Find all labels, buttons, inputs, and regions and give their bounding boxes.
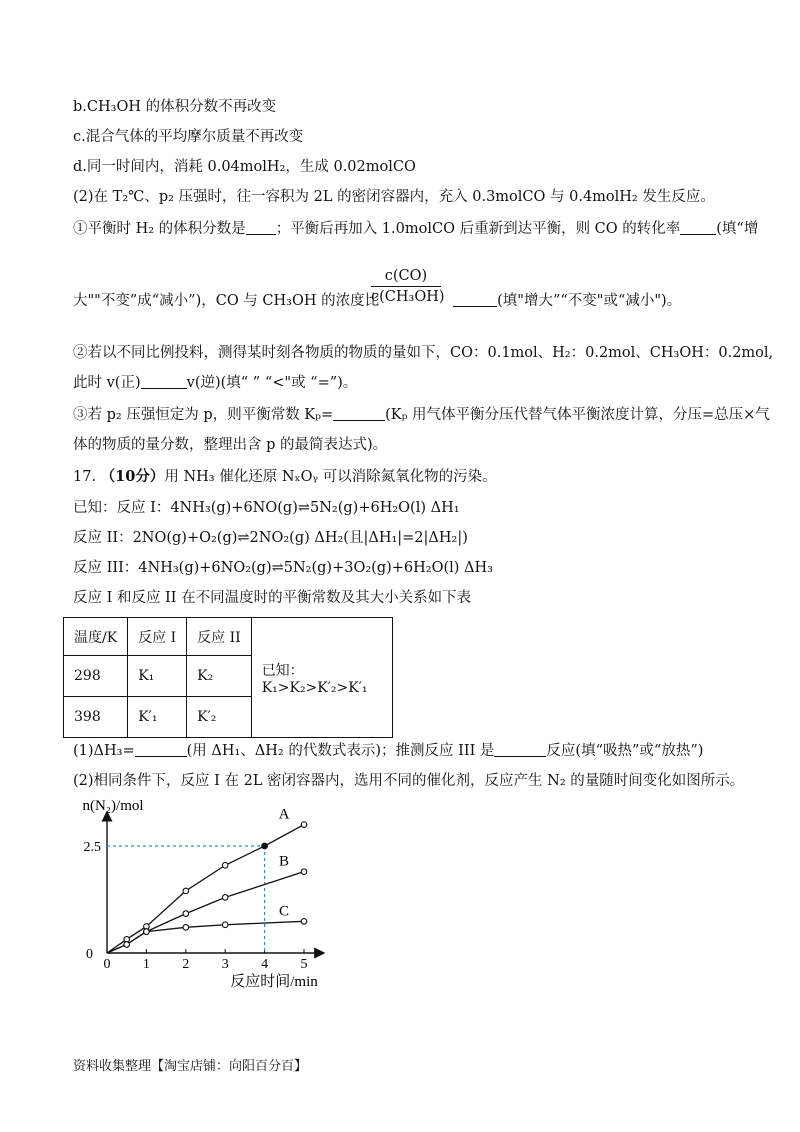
question-2-stem: (2)在 T₂℃、p₂ 压强时，往一容积为 2L 的密闭容器内，充入 0.3molCO 与 0.4molH₂ 发生反应。: [73, 189, 715, 205]
reaction-1: 已知：反应 I：4NH₃(g)+6NO(g)⇌5N₂(g)+6H₂O(l) ΔH₁: [73, 500, 460, 516]
table-cell: K₂: [187, 656, 252, 697]
series-label-C: C: [278, 903, 290, 920]
chart-axes: [107, 816, 320, 953]
answer-blank[interactable]: [494, 742, 546, 757]
x-tick-label: 4: [261, 957, 269, 972]
question-number: 17.: [73, 469, 97, 485]
text: 反应(填“吸热”或“放热”): [546, 743, 704, 759]
data-point: [183, 925, 189, 931]
answer-blank[interactable]: [680, 220, 716, 235]
text: ③若 p₂ 压强恒定为 p，则平衡常数 Kₚ=: [73, 407, 334, 423]
series-line-C: [107, 921, 304, 953]
data-point: [222, 922, 228, 928]
data-point: [183, 911, 189, 917]
series-line-A: [107, 825, 304, 953]
table-intro: 反应 I 和反应 II 在不同温度时的平衡常数及其大小关系如下表: [73, 590, 472, 606]
question-2-part3: [73, 406, 770, 424]
data-point: [301, 869, 307, 875]
text: (1)ΔH₃=: [73, 743, 135, 759]
footer-source: 资料收集整理【淘宝店铺：向阳百分百】: [73, 1059, 308, 1074]
data-point: [301, 919, 307, 925]
text: ①平衡时 H₂ 的体积分数是: [73, 221, 246, 237]
data-point: [262, 843, 268, 849]
table-cell: K′₁: [128, 697, 187, 738]
answer-blank[interactable]: [333, 406, 385, 421]
text: 此时 v(正): [73, 375, 141, 391]
option-d: d.同一时间内，消耗 0.04molH₂，生成 0.02molCO: [73, 159, 416, 175]
table-header-cell: 温度/K: [64, 618, 128, 656]
fraction-numerator: c(CO): [384, 268, 428, 284]
x-tick-label: 2: [182, 957, 190, 972]
table-header-cell: 反应 II: [187, 618, 252, 656]
question-17-part2: (2)相同条件下，反应 I 在 2L 密闭容器内，选用不同的催化剂，反应产生 N₂ 的量随时间变化如图所示。: [73, 773, 745, 789]
table-cell: 298: [64, 656, 128, 697]
question-2-part3-cont: 体的物质的量分数，整理出含 p 的最简表达式)。: [73, 437, 388, 453]
data-point: [301, 822, 307, 828]
text: (填"增大”“不变"或“减小")。: [497, 293, 682, 309]
text: v(逆)(填“ ” “<"或 “=”)。: [186, 375, 358, 391]
option-b: b.CH₃OH 的体积分数不再改变: [73, 99, 277, 115]
question-2-part1-cont: [73, 292, 681, 310]
text: (用 ΔH₁、ΔH₂ 的代数式表示)；推测反应 III 是: [186, 743, 495, 759]
series-label-B: B: [278, 853, 290, 870]
x-axis-label: 反应时间/min: [230, 974, 318, 990]
x-tick-label: 5: [300, 957, 308, 972]
option-c: c.混合气体的平均摩尔质量不再改变: [73, 129, 304, 145]
n2-amount-chart: [60, 793, 360, 998]
table-note-cell: 已知：K₁>K₂>K′₂>K′₁: [251, 618, 392, 738]
chart-series: [107, 822, 307, 953]
data-point: [124, 942, 130, 948]
answer-blank[interactable]: [141, 374, 187, 389]
x-tick-label: 1: [142, 957, 150, 972]
question-2-part2: ②若以不同比例投料，测得某时刻各物质的物质的量如下，CO：0.1mol、H₂：0.2mol、CH₃OH：0.2mol,: [73, 345, 774, 361]
table-cell: 398: [64, 697, 128, 738]
question-score: （10分）: [100, 468, 165, 485]
fraction-bar: [371, 286, 441, 287]
answer-blank[interactable]: [453, 292, 497, 307]
chart-labels: [82, 798, 318, 990]
table-header-cell: 反应 I: [128, 618, 187, 656]
reaction-3: 反应 III：4NH₃(g)+6NO₂(g)⇌5N₂(g)+3O₂(g)+6H₂O(l) ΔH₃: [73, 560, 493, 576]
data-point: [222, 895, 228, 901]
equilibrium-constant-table: [63, 617, 393, 738]
text: 用 NH₃ 催化还原 NₓOᵧ 可以消除氮氧化物的污染。: [164, 469, 497, 485]
text: (Kₚ 用气体平衡分压代替气体平衡浓度计算，分压=总压×气: [385, 407, 770, 423]
answer-blank[interactable]: [246, 220, 276, 235]
data-point: [144, 929, 150, 935]
x-tick-label: 3: [221, 957, 229, 972]
table-cell: K′₂: [187, 697, 252, 738]
text: ；平衡后再加入 1.0molCO 后重新到达平衡，则 CO 的转化率: [275, 221, 681, 237]
series-label-A: A: [278, 806, 290, 823]
answer-blank[interactable]: [135, 742, 187, 757]
question-17-stem: [73, 468, 497, 486]
y-tick-label: 2.5: [83, 840, 101, 855]
y-axis-label: n(N₂)/mol: [82, 798, 144, 814]
data-point: [222, 862, 228, 868]
question-17-part1: [73, 742, 703, 760]
data-point: [183, 888, 189, 894]
series-line-B: [107, 872, 304, 953]
question-2-part2-cont: [73, 374, 357, 392]
x-tick-label: 0: [103, 957, 111, 972]
reaction-2: 反应 II：2NO(g)+O₂(g)⇌2NO₂(g) ΔH₂(且|ΔH₁|=2|ΔH₂|): [73, 530, 468, 546]
text: 大""不变”成“减小”)，CO 与 CH₃OH 的浓度比: [73, 293, 380, 309]
y-tick-label: 0: [86, 947, 93, 962]
text: (填“增: [716, 221, 759, 237]
fraction-denominator: c(CH₃OH): [371, 289, 445, 305]
question-2-part1: [73, 220, 758, 238]
table-row: [64, 618, 393, 656]
table-cell: K₁: [128, 656, 187, 697]
